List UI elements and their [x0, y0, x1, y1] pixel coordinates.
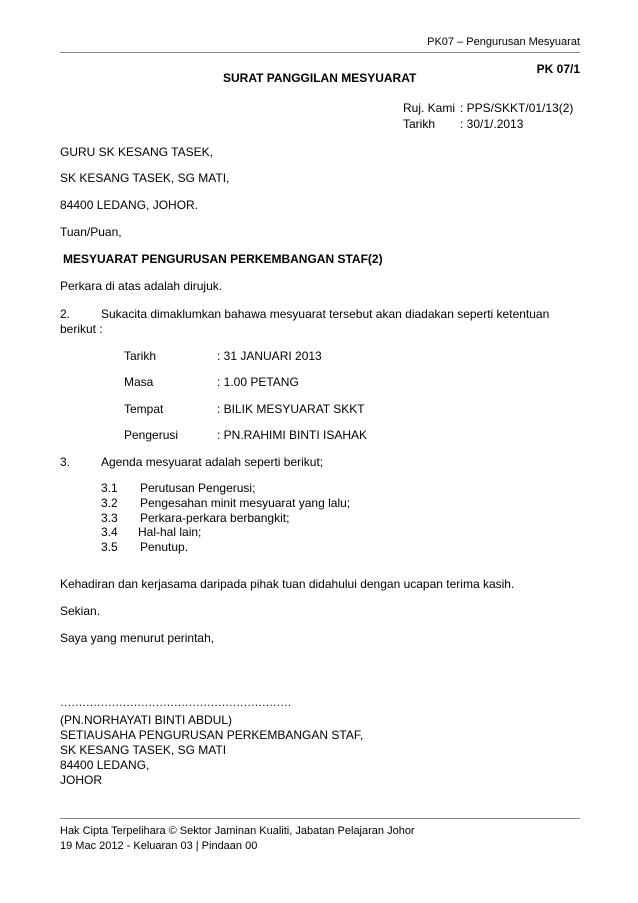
detail-value: : 31 JANUARI 2013: [217, 349, 322, 363]
detail-label: Masa: [124, 375, 154, 389]
footer-version: 19 Mac 2012 - Keluaran 03 | Pindaan 00: [60, 840, 258, 852]
agenda-number: 3.5: [101, 540, 118, 554]
sekian-text: Sekian.: [60, 604, 101, 618]
recipient-line-2: SK KESANG TASEK, SG MATI,: [60, 171, 230, 185]
signature-line: ………………………………………………………: [60, 697, 291, 709]
subject: MESYUARAT PENGURUSAN PERKEMBANGAN STAF(2): [63, 252, 383, 266]
detail-label: Tarikh: [124, 349, 157, 363]
header-rule: [60, 52, 580, 53]
agenda-number: 3.1: [101, 481, 118, 495]
agenda-text: Pengesahan minit mesyuarat yang lalu;: [140, 496, 351, 510]
salutation: Tuan/Puan,: [60, 225, 122, 239]
detail-label: Tempat: [124, 402, 164, 416]
agenda-number: 3.4: [101, 525, 118, 539]
signatory-address-2: 84400 LEDANG,: [60, 758, 150, 772]
para3-number: 3.: [60, 455, 71, 469]
detail-value: : PN.RAHIMI BINTI ISAHAK: [217, 428, 368, 442]
perintah-text: Saya yang menurut perintah,: [60, 631, 215, 645]
detail-value: : 1.00 PETANG: [217, 375, 299, 389]
agenda-number: 3.3: [101, 511, 118, 525]
para2-line-2: berikut :: [60, 322, 103, 336]
para2-number: 2.: [60, 307, 71, 321]
ref-tarikh-value: : 30/1/.2013: [460, 117, 524, 131]
footer-copyright: Hak Cipta Terpelihara © Sektor Jaminan Kualiti, Jabatan Pelajaran Johor: [60, 825, 415, 837]
detail-value: : BILIK MESYUARAT SKKT: [217, 402, 365, 416]
ref-ruj-value: : PPS/SKKT/01/13(2): [460, 101, 574, 115]
ref-ruj-label: Ruj. Kami: [403, 101, 456, 115]
signatory-address-3: JOHOR: [60, 773, 102, 787]
signatory-name: (PN.NORHAYATI BINTI ABDUL): [60, 713, 233, 727]
agenda-number: 3.2: [101, 496, 118, 510]
detail-label: Pengerusi: [124, 428, 179, 442]
recipient-line-3: 84400 LEDANG, JOHOR.: [60, 198, 199, 212]
agenda-text: Perkara-perkara berbangkit;: [140, 511, 290, 525]
intro-text: Perkara di atas adalah dirujuk.: [60, 279, 223, 293]
agenda-text: Perutusan Pengerusi;: [140, 481, 256, 495]
agenda-text: Hal-hal lain;: [138, 525, 202, 539]
signatory-address-1: SK KESANG TASEK, SG MATI: [60, 743, 227, 757]
page-title: SURAT PANGGILAN MESYUARAT: [223, 71, 417, 85]
thanks-text: Kehadiran dan kerjasama daripada pihak tuan didahului dengan ucapan terima kasih.: [60, 577, 515, 591]
agenda-text: Penutup.: [140, 540, 189, 554]
para2-line-1: Sukacita dimaklumkan bahawa mesyuarat tersebut akan diadakan seperti ketentuan: [101, 307, 550, 321]
footer-rule: [60, 818, 580, 819]
header-text: PK07 – Pengurusan Mesyuarat: [427, 36, 580, 48]
recipient-line-1: GURU SK KESANG TASEK,: [60, 145, 213, 159]
ref-tarikh-label: Tarikh: [403, 117, 436, 131]
para3-text: Agenda mesyuarat adalah seperti berikut;: [101, 455, 324, 469]
form-code: PK 07/1: [536, 62, 580, 76]
signatory-position: SETIAUSAHA PENGURUSAN PERKEMBANGAN STAF,: [60, 728, 364, 742]
